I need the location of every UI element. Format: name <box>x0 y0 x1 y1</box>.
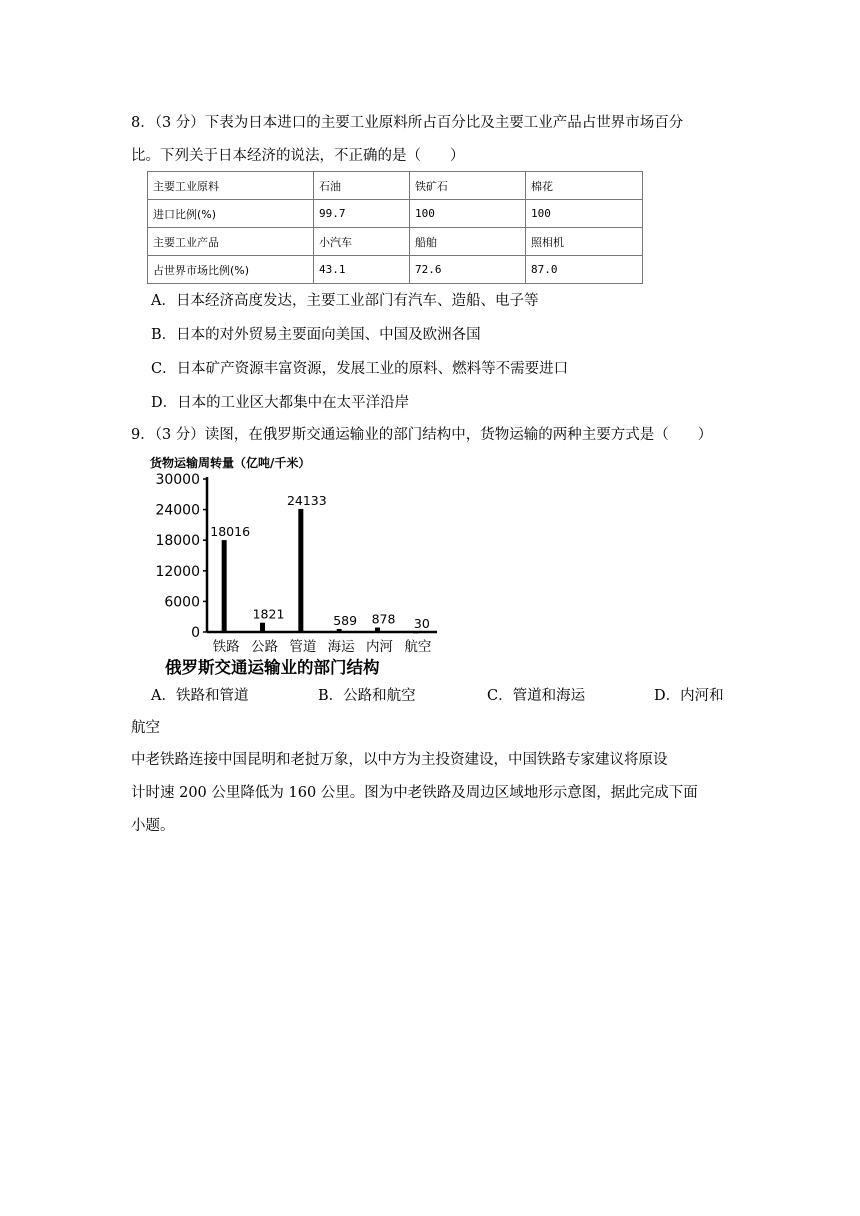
bar-value-label: 24133 <box>286 492 327 508</box>
q9-option-d[interactable]: D．内河和 <box>654 688 724 704</box>
q9-option-b[interactable]: B．公路和航空 <box>318 688 416 704</box>
bar <box>222 540 227 632</box>
table-row <box>148 200 643 228</box>
q8-data-table <box>147 171 643 284</box>
table-cell: 船舶 <box>410 228 526 256</box>
q8-option-d[interactable]: D．日本的工业区大都集中在太平洋沿岸 <box>151 395 410 411</box>
x-tick-label: 铁路 <box>212 639 240 655</box>
y-tick-label: 18000 <box>155 533 200 550</box>
table-cell: 主要工业产品 <box>148 228 314 256</box>
bar <box>260 623 265 632</box>
x-tick-label: 航空 <box>404 639 432 655</box>
bar-value-label: 589 <box>333 612 358 628</box>
q9-option-d-wrap: 航空 <box>131 720 160 736</box>
transport-bar-chart <box>145 452 455 682</box>
y-tick-label: 12000 <box>155 563 200 580</box>
table-row <box>148 256 643 284</box>
passage-line1: 中老铁路连接中国昆明和老挝万象，以中方为主投资建设，中国铁路专家建议将原设 <box>131 752 668 768</box>
q9-stem-line1: 9．（3 分）读图，在俄罗斯交通运输业的部门结构中，货物运输的两种主要方式是（ ） <box>131 427 713 443</box>
table-cell: 72.6 <box>410 256 526 284</box>
x-tick-label: 海运 <box>327 639 355 655</box>
passage-line2: 计时速 200 公里降低为 160 公里。图为中老铁路及周边区域地形示意图，据此完成下面 <box>131 785 698 801</box>
bar-value-label: 18016 <box>210 524 251 540</box>
bar-value-label: 878 <box>371 611 396 627</box>
table-cell: 进口比例(%) <box>148 200 314 228</box>
q9-option-a[interactable]: A．铁路和管道 <box>151 688 249 704</box>
y-tick-label: 24000 <box>155 502 200 519</box>
q8-stem-line2: 比。下列关于日本经济的说法，不正确的是（ ） <box>131 148 465 164</box>
x-tick-label: 内河 <box>366 639 393 655</box>
chart-bars <box>210 493 430 633</box>
bar-value-label: 1821 <box>252 606 285 622</box>
chart-x-axis <box>207 632 437 655</box>
q8-option-a[interactable]: A．日本经济高度发达，主要工业部门有汽车、造船、电子等 <box>151 293 539 309</box>
x-tick-label: 管道 <box>289 639 317 655</box>
table-cell: 100 <box>526 200 643 228</box>
q8-option-b[interactable]: B．日本的对外贸易主要面向美国、中国及欧洲各国 <box>151 327 481 343</box>
bar <box>298 509 303 632</box>
table-cell: 小汽车 <box>314 228 410 256</box>
passage-line3: 小题。 <box>131 818 175 834</box>
table-cell: 照相机 <box>526 228 643 256</box>
table-cell: 石油 <box>314 172 410 200</box>
table-row <box>148 172 643 200</box>
chart-y-axis <box>155 472 207 641</box>
table-cell: 占世界市场比例(%) <box>148 256 314 284</box>
table-row <box>148 228 643 256</box>
table-cell: 棉花 <box>526 172 643 200</box>
table-cell: 99.7 <box>314 200 410 228</box>
q8-option-c[interactable]: C．日本矿产资源丰富资源，发展工业的原料、燃料等不需要进口 <box>151 361 569 377</box>
table-cell: 100 <box>410 200 526 228</box>
table-cell: 87.0 <box>526 256 643 284</box>
table-cell: 主要工业原料 <box>148 172 314 200</box>
bar-value-label: 30 <box>413 615 430 631</box>
y-tick-label: 6000 <box>164 594 200 611</box>
table-cell: 铁矿石 <box>410 172 526 200</box>
table-cell: 43.1 <box>314 256 410 284</box>
x-tick-label: 公路 <box>251 639 278 655</box>
y-tick-label: 0 <box>191 625 200 641</box>
q9-option-c[interactable]: C．管道和海运 <box>487 688 586 704</box>
q8-stem-line1: 8．（3 分）下表为日本进口的主要工业原料所占百分比及主要工业产品占世界市场百分 <box>131 115 684 131</box>
chart-ylabel: 货物运输周转量（亿吨/千米） <box>150 456 311 470</box>
chart-title: 俄罗斯交通运输业的部门结构 <box>165 658 380 677</box>
y-tick-label: 30000 <box>155 472 200 488</box>
